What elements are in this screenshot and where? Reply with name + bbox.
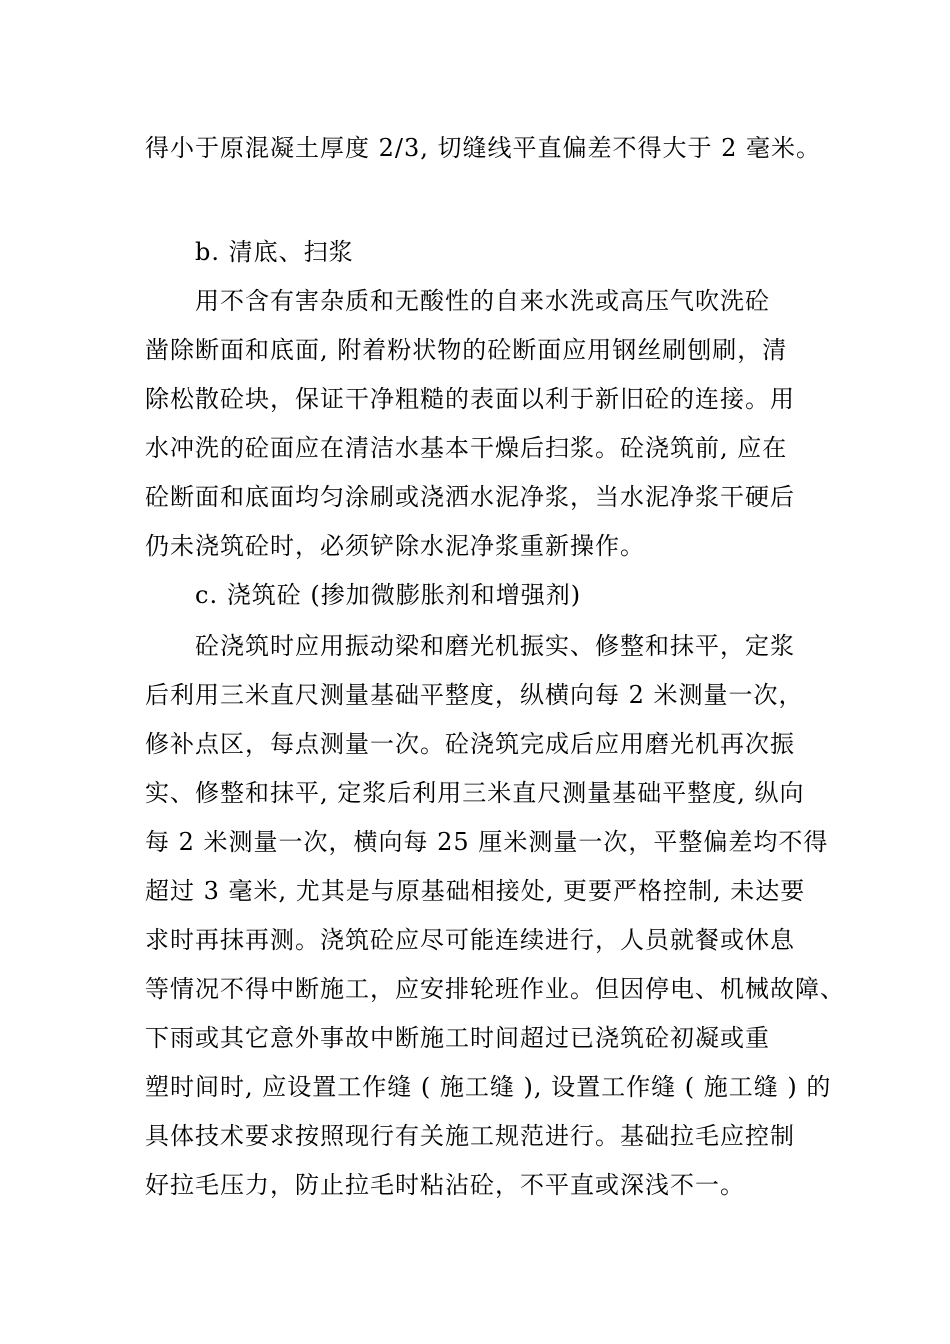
text-line-7: 砼断面和底面均匀涂刷或浇洒水泥净浆，当水泥净浆干硬后 [145, 483, 795, 511]
text-line-18: 下雨或其它意外事故中断施工时间超过已浇筑砼初凝或重 [145, 1024, 770, 1052]
text-line-5: 除松散砼块，保证干净粗糙的表面以利于新旧砼的连接。用 [145, 385, 795, 413]
section-heading-c: c. 浇筑砼 (掺加微膨胀剂和增强剂) [195, 581, 582, 609]
text-line-21: 好拉毛压力，防止拉毛时粘沾砼，不平直或深浅不一。 [145, 1171, 745, 1199]
text-line-14: 每 2 米测量一次，横向每 25 厘米测量一次，平整偏差均不得 [145, 828, 829, 856]
text-line-1: 得小于原混凝土厚度 2/3, 切缝线平直偏差不得大于 2 毫米。 [145, 134, 822, 162]
text-line-12: 修补点区，每点测量一次。砼浇筑完成后应用磨光机再次振 [145, 730, 795, 758]
text-line-10: 砼浇筑时应用振动梁和磨光机振实、修整和抹平，定浆 [195, 632, 795, 660]
text-line-19: 塑时间时, 应设置工作缝 ( 施工缝 ), 设置工作缝 ( 施工缝 ) 的 [145, 1073, 832, 1101]
text-line-16: 求时再抹再测。浇筑砼应尽可能连续进行，人员就餐或休息 [145, 926, 795, 954]
text-line-4: 凿除断面和底面, 附着粉状物的砼断面应用钢丝刷刨刷，清 [145, 336, 788, 364]
text-line-13: 实、修整和抹平, 定浆后利用三米直尺测量基础平整度, 纵向 [145, 779, 805, 807]
text-line-15: 超过 3 毫米, 尤其是与原基础相接处, 更要严格控制, 未达要 [145, 877, 806, 905]
text-line-3: 用不含有害杂质和无酸性的自来水洗或高压气吹洗砼 [195, 287, 770, 315]
text-line-17: 等情况不得中断施工，应安排轮班作业。但因停电、机械故障、 [145, 975, 845, 1003]
text-line-11: 后利用三米直尺测量基础平整度，纵横向每 2 米测量一次， [145, 681, 804, 709]
text-line-6: 水冲洗的砼面应在清洁水基本干燥后扫浆。砼浇筑前, 应在 [145, 434, 788, 462]
text-line-20: 具体技术要求按照现行有关施工规范进行。基础拉毛应控制 [145, 1122, 795, 1150]
section-heading-b: b. 清底、扫浆 [195, 238, 354, 266]
text-line-8: 仍未浇筑砼时，必须铲除水泥净浆重新操作。 [145, 532, 645, 560]
